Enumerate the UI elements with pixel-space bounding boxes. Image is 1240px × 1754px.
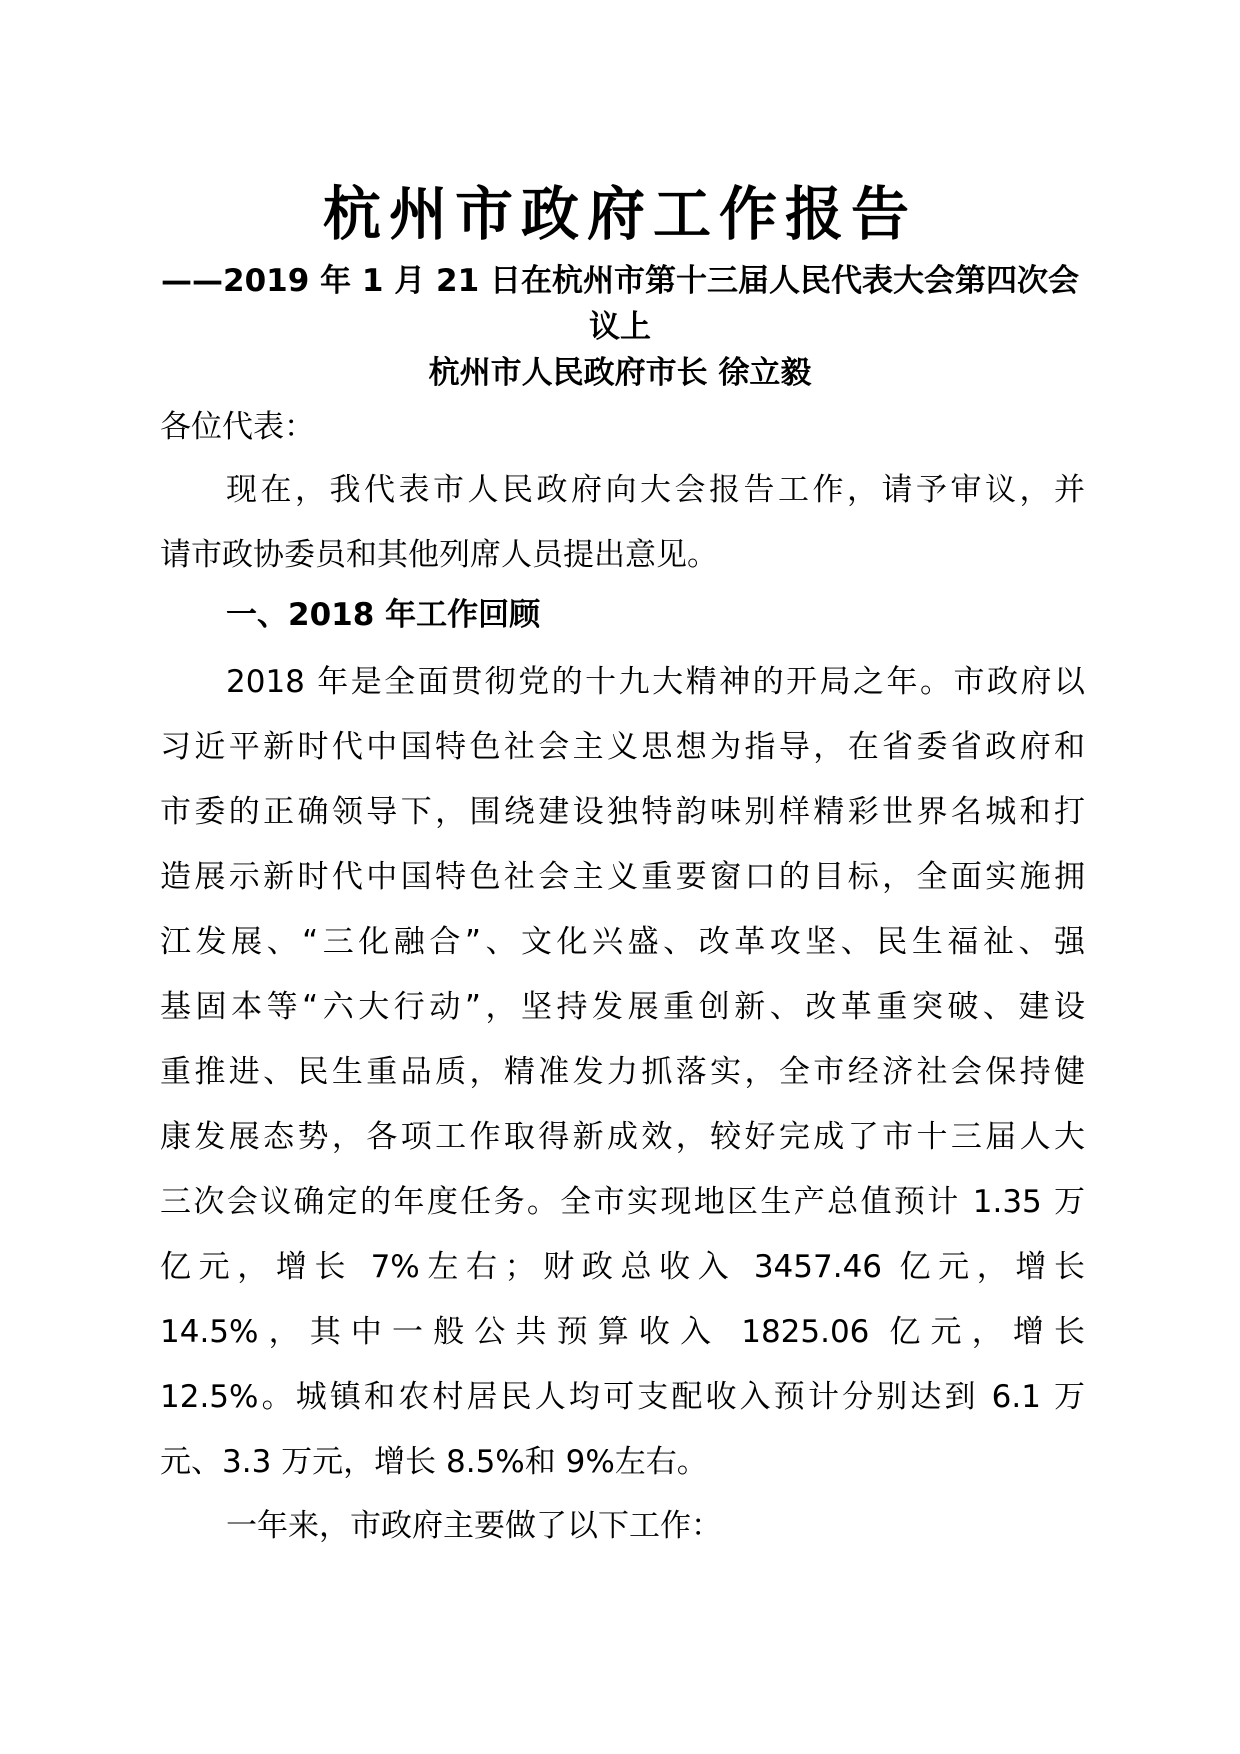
paragraph-line: 14.5%，其中一般公共预算收入 1825.06 亿元，增长 <box>160 1314 1085 1350</box>
paragraph-line: 市委的正确领导下，围绕建设独特韵味别样精彩世界名城和打 <box>160 794 1085 830</box>
document-title: 杭州市政府工作报告 <box>322 180 917 248</box>
paragraph-line: 2018 年是全面贯彻党的十九大精神的开局之年。市政府以 <box>226 664 1085 700</box>
document-author: 杭州市人民政府市长 徐立毅 <box>428 355 812 391</box>
paragraph-line: 江发展、“三化融合”、文化兴盛、改革攻坚、民生福祉、强 <box>160 924 1085 960</box>
paragraph-line: 基固本等“六大行动”，坚持发展重创新、改革重突破、建设 <box>160 989 1085 1025</box>
paragraph-line: 一年来，市政府主要做了以下工作： <box>226 1508 722 1544</box>
paragraph-line: 重推进、民生重品质，精准发力抓落实，全市经济社会保持健 <box>160 1054 1085 1090</box>
paragraph-line: 习近平新时代中国特色社会主义思想为指导，在省委省政府和 <box>160 729 1085 765</box>
paragraph-line: 康发展态势，各项工作取得新成效，较好完成了市十三届人大 <box>160 1119 1085 1155</box>
paragraph-line: 亿元，增长 7%左右；财政总收入 3457.46 亿元，增长 <box>160 1249 1085 1285</box>
intro-paragraph <box>160 458 1085 588</box>
paragraph-line: 请市政协委员和其他列席人员提出意见。 <box>160 537 718 573</box>
section-heading: 一、2018 年工作回顾 <box>226 597 541 633</box>
paragraph-line: 三次会议确定的年度任务。全市实现地区生产总值预计 1.35 万 <box>160 1184 1085 1220</box>
document-subtitle: ——2019 年 1 月 21 日在杭州市第十三届人民代表大会第四次会议上 <box>161 263 1079 345</box>
paragraph-line: 12.5%。城镇和农村居民人均可支配收入预计分别达到 6.1 万 <box>160 1379 1085 1415</box>
paragraph-line: 现在，我代表市人民政府向大会报告工作，请予审议，并 <box>226 472 1085 508</box>
closing-paragraph <box>160 1494 1085 1559</box>
paragraph-line: 元、3.3 万元，增长 8.5%和 9%左右。 <box>160 1444 708 1480</box>
review-paragraph <box>160 650 1085 1495</box>
salutation: 各位代表： <box>160 409 315 445</box>
paragraph-line: 造展示新时代中国特色社会主义重要窗口的目标，全面实施拥 <box>160 859 1085 895</box>
